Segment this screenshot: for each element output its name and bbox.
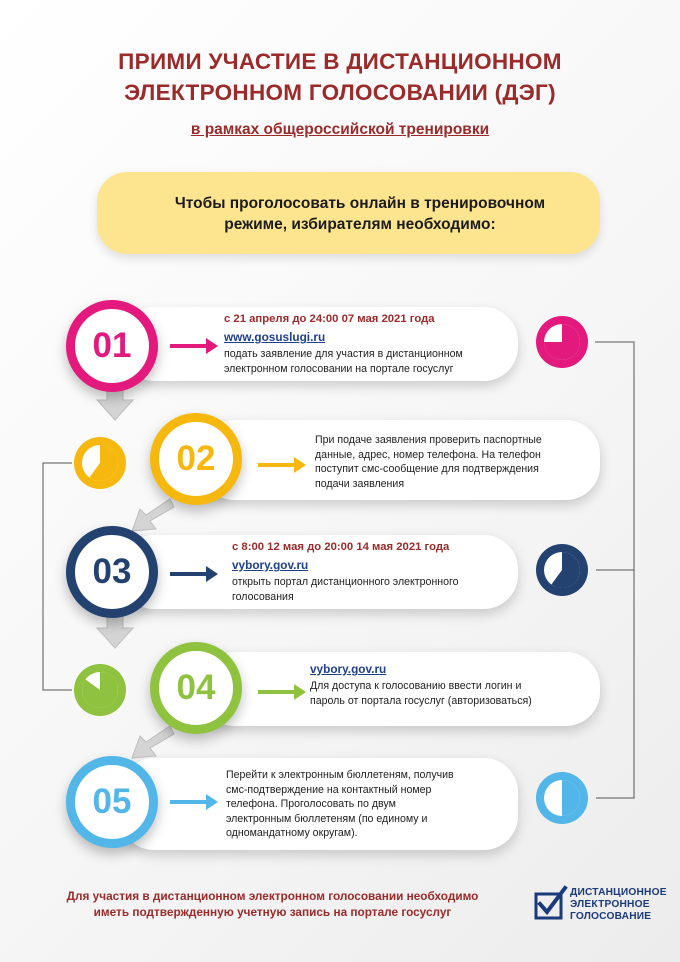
clock-icon-step-2	[72, 435, 128, 491]
intro-line-1: Чтобы проголосовать онлайн в тренировочном	[174, 195, 546, 212]
step-4-content	[310, 662, 595, 708]
title-line-2: ЭЛЕКТРОННОМ ГОЛОСОВАНИИ (ДЭГ)	[124, 80, 556, 105]
intro-line-2: режиме, избирателям необходимо:	[224, 216, 496, 233]
step-1-line-2: электронном голосовании на портале госуслуг	[224, 362, 454, 375]
footer-note	[20, 888, 525, 920]
step-2-description	[315, 433, 595, 491]
title-line-1: ПРИМИ УЧАСТИЕ В ДИСТАНЦИОННОМ	[118, 49, 562, 74]
step-1-number: 01	[92, 326, 132, 365]
clock-icon-step-4	[72, 662, 128, 718]
step-2-number-circle	[150, 413, 242, 505]
right-arrow-icon	[258, 457, 308, 473]
step-3-link[interactable]: vybory.gov.ru	[232, 558, 309, 572]
step-5-number-circle	[66, 756, 158, 848]
step-3-description	[232, 575, 517, 604]
logo-text	[570, 887, 667, 923]
step-2-line-4: подачи заявления	[315, 477, 405, 490]
right-arrow-icon	[170, 566, 220, 582]
clock-icon-step-1	[534, 314, 590, 370]
clock-icon-step-3	[534, 542, 590, 598]
right-arrow-icon	[170, 338, 220, 354]
step-3-line-2: голосования	[232, 590, 294, 603]
step-5-line-2: смс-подтверждение на контактный номер	[226, 783, 432, 796]
step-2-line-2: данные, адрес, номер телефона. На телефон	[315, 448, 541, 461]
footer-line-2: иметь подтвержденную учетную запись на портале госуслуг	[93, 905, 452, 919]
step-1-content	[224, 313, 514, 376]
step-3-number: 03	[92, 552, 132, 591]
step-5-description	[226, 768, 511, 841]
right-arrow-icon	[170, 794, 220, 810]
footer-line-1: Для участия в дистанционном электронном голосовании необходимо	[66, 889, 479, 903]
logo-line-1: ДИСТАНЦИОННОЕ	[570, 887, 667, 898]
checkmark-ballot-logo-icon	[535, 886, 567, 920]
step-2-number: 02	[176, 439, 216, 478]
step-3-number-circle	[66, 526, 158, 618]
step-1-number-circle	[66, 300, 158, 392]
step-3-content	[232, 541, 517, 604]
step-4-link[interactable]: vybory.gov.ru	[310, 662, 387, 676]
step-3-line-1: открыть портал дистанционного электронного	[232, 576, 459, 588]
step-4-number: 04	[176, 668, 216, 707]
step-1-description	[224, 347, 514, 376]
step-4-number-circle	[150, 642, 242, 734]
step-5-line-5: одномандатному округам).	[226, 827, 358, 839]
step-2-line-3: поступит смс-сообщение для подтверждения	[315, 463, 539, 475]
step-1-line-1: подать заявление для участия в дистанционном	[224, 348, 463, 360]
step-4-line-2: пароль от портала госуслуг (авторизоваться)	[310, 694, 532, 707]
step-5-line-4: электронным бюллетеням (по единому и	[226, 812, 428, 825]
logo-line-2: ЭЛЕКТРОННОЕ	[570, 899, 650, 910]
step-5-line-1: Перейти к электронным бюллетеням, получив	[226, 769, 454, 781]
step-5-line-3: телефона. Проголосовать по двум	[226, 798, 396, 810]
logo-line-3: ГОЛОСОВАНИЕ	[570, 911, 652, 922]
step-4-description	[310, 679, 595, 708]
step-1-date: с 21 апреля до 24:00 07 мая 2021 года	[224, 313, 435, 325]
page-subtitle: в рамках общероссийской тренировки	[190, 121, 490, 138]
right-arrow-icon	[258, 684, 308, 700]
step-4-line-1: Для доступа к голосованию ввести логин и	[310, 680, 522, 692]
step-5-number: 05	[92, 782, 132, 821]
step-1-link[interactable]: www.gosuslugi.ru	[224, 330, 326, 344]
step-3-date: с 8:00 12 мая до 20:00 14 мая 2021 года	[232, 541, 450, 553]
clock-icon-step-5	[534, 770, 590, 826]
step-2-line-1: При подаче заявления проверить паспортные	[315, 434, 542, 446]
diagonal-arrow-icon	[130, 722, 174, 762]
diagonal-arrow-icon	[130, 495, 174, 535]
